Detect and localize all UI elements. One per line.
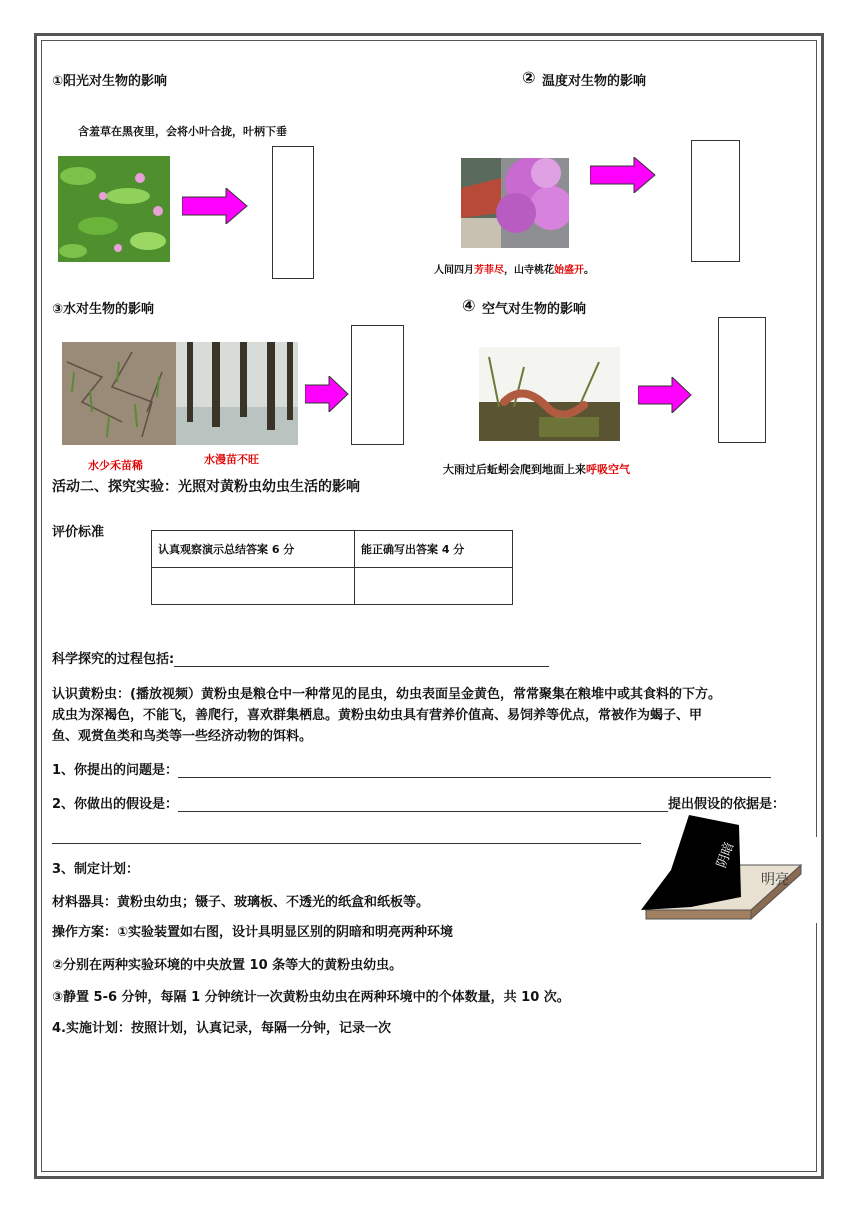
materials-text: 材料器具：黄粉虫幼虫；镊子、玻璃板、不透光的纸盒和纸板等。 [52, 895, 430, 910]
water-caption-left: 水少禾苗稀 [88, 459, 143, 472]
question-1: 1、你提出的问题是： [52, 759, 771, 778]
temperature-title-number: ② [522, 68, 536, 87]
apparatus-bright-label: 明亮 [761, 872, 789, 888]
sunlight-title: ①阳光对生物的影响 [52, 74, 168, 89]
arrow-right-icon [305, 376, 349, 412]
hypothesis-answer-line[interactable] [178, 797, 668, 812]
reason-answer-line[interactable] [52, 829, 642, 844]
arrow-right-icon [638, 377, 692, 413]
peach-caption: 人间四月芳菲尽，山寺桃花始盛开。 [434, 265, 594, 276]
question-1-answer-line[interactable] [178, 763, 771, 778]
question-3: 3、制定计划： [52, 862, 140, 877]
answer-box-temperature[interactable] [691, 140, 740, 262]
water-title: ③水对生物的影响 [52, 302, 155, 317]
process-answer-line[interactable] [174, 652, 549, 667]
answer-box-sunlight[interactable] [272, 146, 314, 279]
evaluation-cell-2[interactable] [355, 568, 513, 605]
mimosa-image [58, 156, 170, 262]
process-prompt: 科学探究的过程包括: [52, 648, 549, 667]
evaluation-cell-1[interactable] [152, 568, 355, 605]
evaluation-label: 评价标准 [52, 525, 105, 540]
apparatus-diagram [641, 815, 817, 923]
question-4: 4.实施计划：按照计划，认真记录，每隔一分钟，记录一次 [52, 1021, 391, 1036]
plan-step-3: ③静置 5-6 分钟，每隔 1 分钟统计一次黄粉虫幼虫在两种环境中的个体数量，共 10 次。 [52, 990, 570, 1005]
intro-line-2: 成虫为深褐色，不能飞，善爬行，喜欢群集栖息。黄粉虫幼虫具有营养价值高、易饲养等优点，常被作为蝎子、甲 [52, 708, 703, 723]
earthworm-caption: 大雨过后蚯蚓会爬到地面上来呼吸空气 [443, 463, 630, 476]
water-caption-right: 水漫苗不旺 [204, 453, 259, 466]
answer-box-water[interactable] [351, 325, 404, 445]
arrow-right-icon [182, 188, 248, 224]
mimosa-caption: 含羞草在黑夜里，会将小叶合拢，叶柄下垂 [78, 125, 287, 138]
plan-step-2: ②分别在两种实验环境的中央放置 10 条等大的黄粉虫幼虫。 [52, 958, 403, 973]
intro-line-3: 鱼、观赏鱼类和鸟类等一些经济动物的饵料。 [52, 729, 313, 744]
reason-line [52, 829, 642, 844]
activity-2-title: 活动二、探究实验：光照对黄粉虫幼虫生活的影响 [52, 479, 360, 495]
peach-blossom-image [461, 158, 569, 248]
earthworm-image [479, 347, 620, 441]
air-title-number: ④ [462, 296, 476, 315]
answer-box-air[interactable] [718, 317, 766, 443]
intro-line-1: 认识黄粉虫：(播放视频）黄粉虫是粮仓中一种常见的昆虫，幼虫表面呈金黄色，常常聚集在粮堆中或其食料的下方。 [52, 687, 721, 702]
temperature-title: 温度对生物的影响 [542, 74, 647, 89]
question-2: 2、你做出的假设是： 提出假设的依据是： [52, 797, 786, 812]
evaluation-table [151, 530, 513, 605]
water-image [62, 342, 298, 445]
arrow-right-icon [590, 157, 656, 193]
air-title: 空气对生物的影响 [482, 302, 587, 317]
evaluation-header-1: 认真观察演示总结答案 6 分 [152, 531, 355, 568]
evaluation-header-2: 能正确写出答案 4 分 [355, 531, 513, 568]
apparatus-dark-label: 阴暗 [714, 840, 738, 870]
plan-step-1: 操作方案：①实验装置如右图，设计具明显区别的阴暗和明亮两种环境 [52, 925, 454, 940]
